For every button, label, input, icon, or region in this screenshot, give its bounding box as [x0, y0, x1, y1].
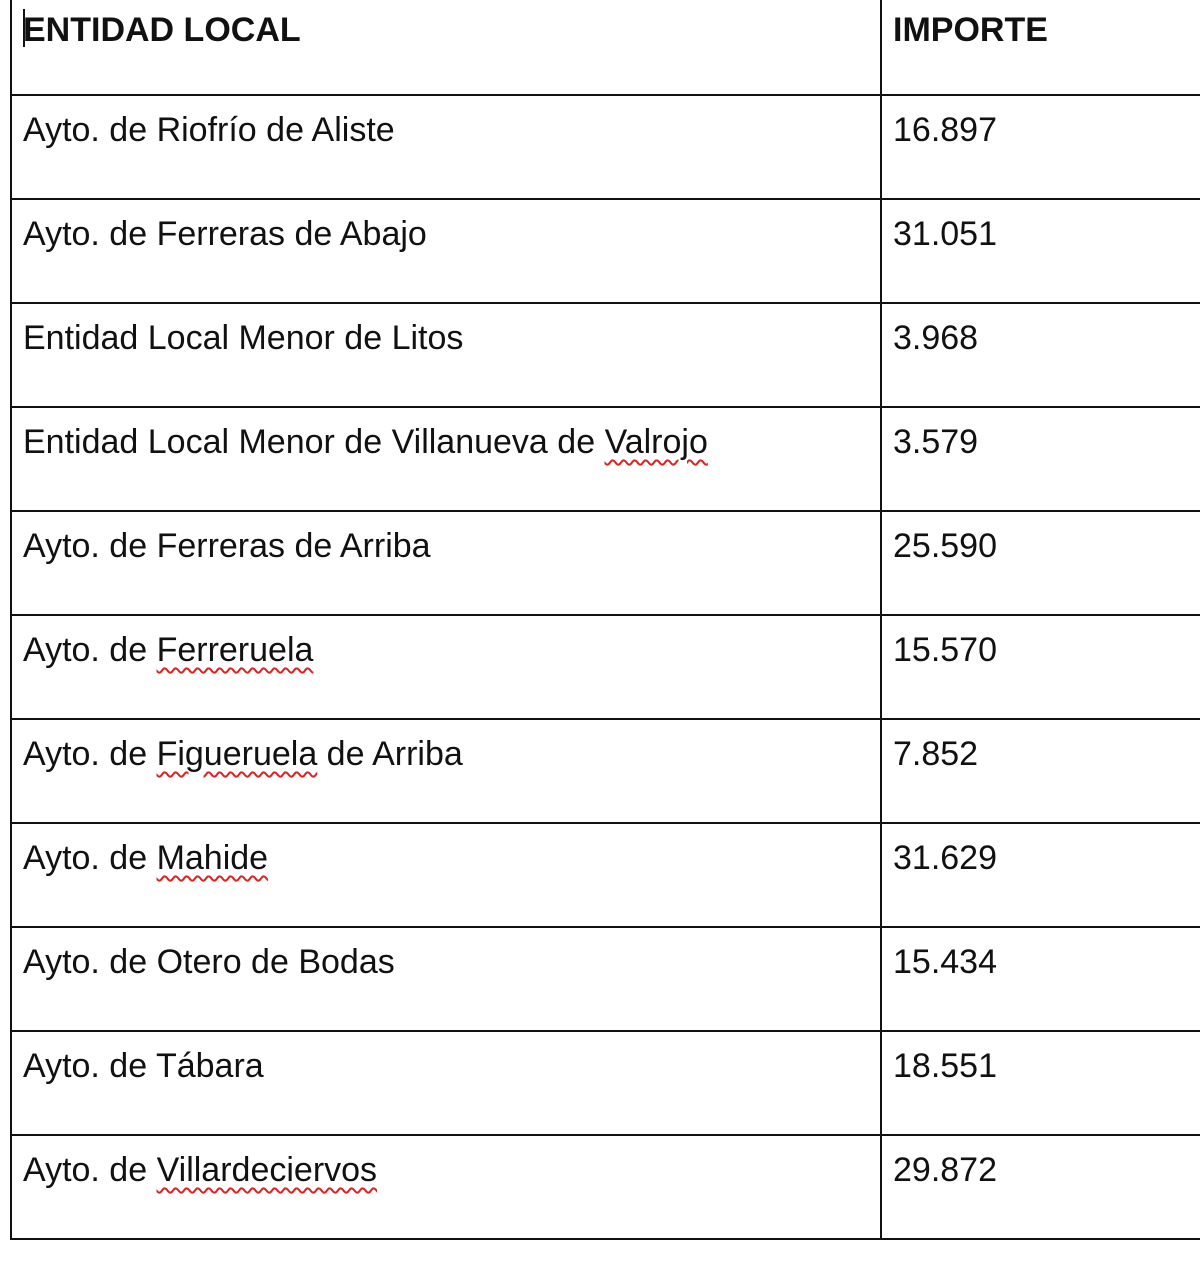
- importe-cell[interactable]: [881, 823, 1200, 927]
- entidad-name: Ayto. de Tábara: [23, 1047, 264, 1085]
- table-row: [11, 407, 1200, 511]
- importe-value: 29.872: [893, 1151, 997, 1189]
- entidad-cell[interactable]: [11, 407, 881, 511]
- importe-value: 18.551: [893, 1047, 997, 1085]
- entidad-name: Entidad Local Menor de Litos: [23, 319, 464, 357]
- table-header-row: [11, 0, 1200, 95]
- importe-cell[interactable]: [881, 407, 1200, 511]
- importe-cell[interactable]: [881, 615, 1200, 719]
- importe-value: 31.051: [893, 215, 997, 253]
- table-row: [11, 719, 1200, 823]
- table-row: [11, 823, 1200, 927]
- table-row: [11, 95, 1200, 199]
- table-row: [11, 511, 1200, 615]
- importe-value: 16.897: [893, 111, 997, 149]
- entidades-table: [10, 0, 1200, 1240]
- entidad-name: Ayto. de Figueruela de Arriba: [23, 735, 463, 773]
- entidad-cell[interactable]: [11, 1135, 881, 1239]
- entidad-cell[interactable]: [11, 95, 881, 199]
- importe-value: 7.852: [893, 735, 979, 773]
- importe-value: 15.434: [893, 943, 997, 981]
- spellcheck-underlined-word[interactable]: Valrojo: [604, 423, 708, 461]
- entidad-name: Ayto. de Ferreras de Arriba: [23, 527, 431, 565]
- entidad-cell[interactable]: [11, 303, 881, 407]
- importe-cell[interactable]: [881, 199, 1200, 303]
- importe-value: 3.579: [893, 423, 979, 461]
- importe-cell[interactable]: [881, 95, 1200, 199]
- table-row: [11, 303, 1200, 407]
- entidad-cell[interactable]: [11, 199, 881, 303]
- importe-cell[interactable]: [881, 303, 1200, 407]
- header-label: IMPORTE: [893, 11, 1048, 49]
- entidad-name: Ayto. de Mahide: [23, 839, 269, 877]
- entidad-cell[interactable]: [11, 719, 881, 823]
- table-row: [11, 927, 1200, 1031]
- entidad-cell[interactable]: [11, 1031, 881, 1135]
- spellcheck-underlined-word[interactable]: Ferreruela: [156, 631, 314, 669]
- importe-cell[interactable]: [881, 719, 1200, 823]
- header-cell-entidad[interactable]: [11, 0, 881, 95]
- entidad-cell[interactable]: [11, 615, 881, 719]
- spellcheck-underlined-word[interactable]: Villardeciervos: [156, 1151, 378, 1189]
- entidad-name: Ayto. de Otero de Bodas: [23, 943, 395, 981]
- entidad-name: Ayto. de Villardeciervos: [23, 1151, 378, 1189]
- entidad-cell[interactable]: [11, 823, 881, 927]
- table-row: [11, 199, 1200, 303]
- importe-value: 31.629: [893, 839, 997, 877]
- importe-value: 15.570: [893, 631, 997, 669]
- table-row: [11, 1031, 1200, 1135]
- header-cell-importe[interactable]: [881, 0, 1200, 95]
- importe-cell[interactable]: [881, 511, 1200, 615]
- entidad-name: Ayto. de Ferreruela: [23, 631, 314, 669]
- entidad-name: Ayto. de Ferreras de Abajo: [23, 215, 427, 253]
- entidad-name: Ayto. de Riofrío de Aliste: [23, 111, 395, 149]
- entidad-cell[interactable]: [11, 511, 881, 615]
- importe-value: 25.590: [893, 527, 997, 565]
- entidad-name: Entidad Local Menor de Villanueva de Valrojo: [23, 423, 708, 461]
- spellcheck-underlined-word[interactable]: Figueruela: [156, 735, 318, 773]
- header-label: ENTIDAD LOCAL: [23, 11, 301, 49]
- importe-cell[interactable]: [881, 927, 1200, 1031]
- importe-cell[interactable]: [881, 1031, 1200, 1135]
- table-row: [11, 1135, 1200, 1239]
- entidad-cell[interactable]: [11, 927, 881, 1031]
- table-row: [11, 615, 1200, 719]
- importe-cell[interactable]: [881, 1135, 1200, 1239]
- spellcheck-underlined-word[interactable]: Mahide: [156, 839, 269, 877]
- importe-value: 3.968: [893, 319, 979, 357]
